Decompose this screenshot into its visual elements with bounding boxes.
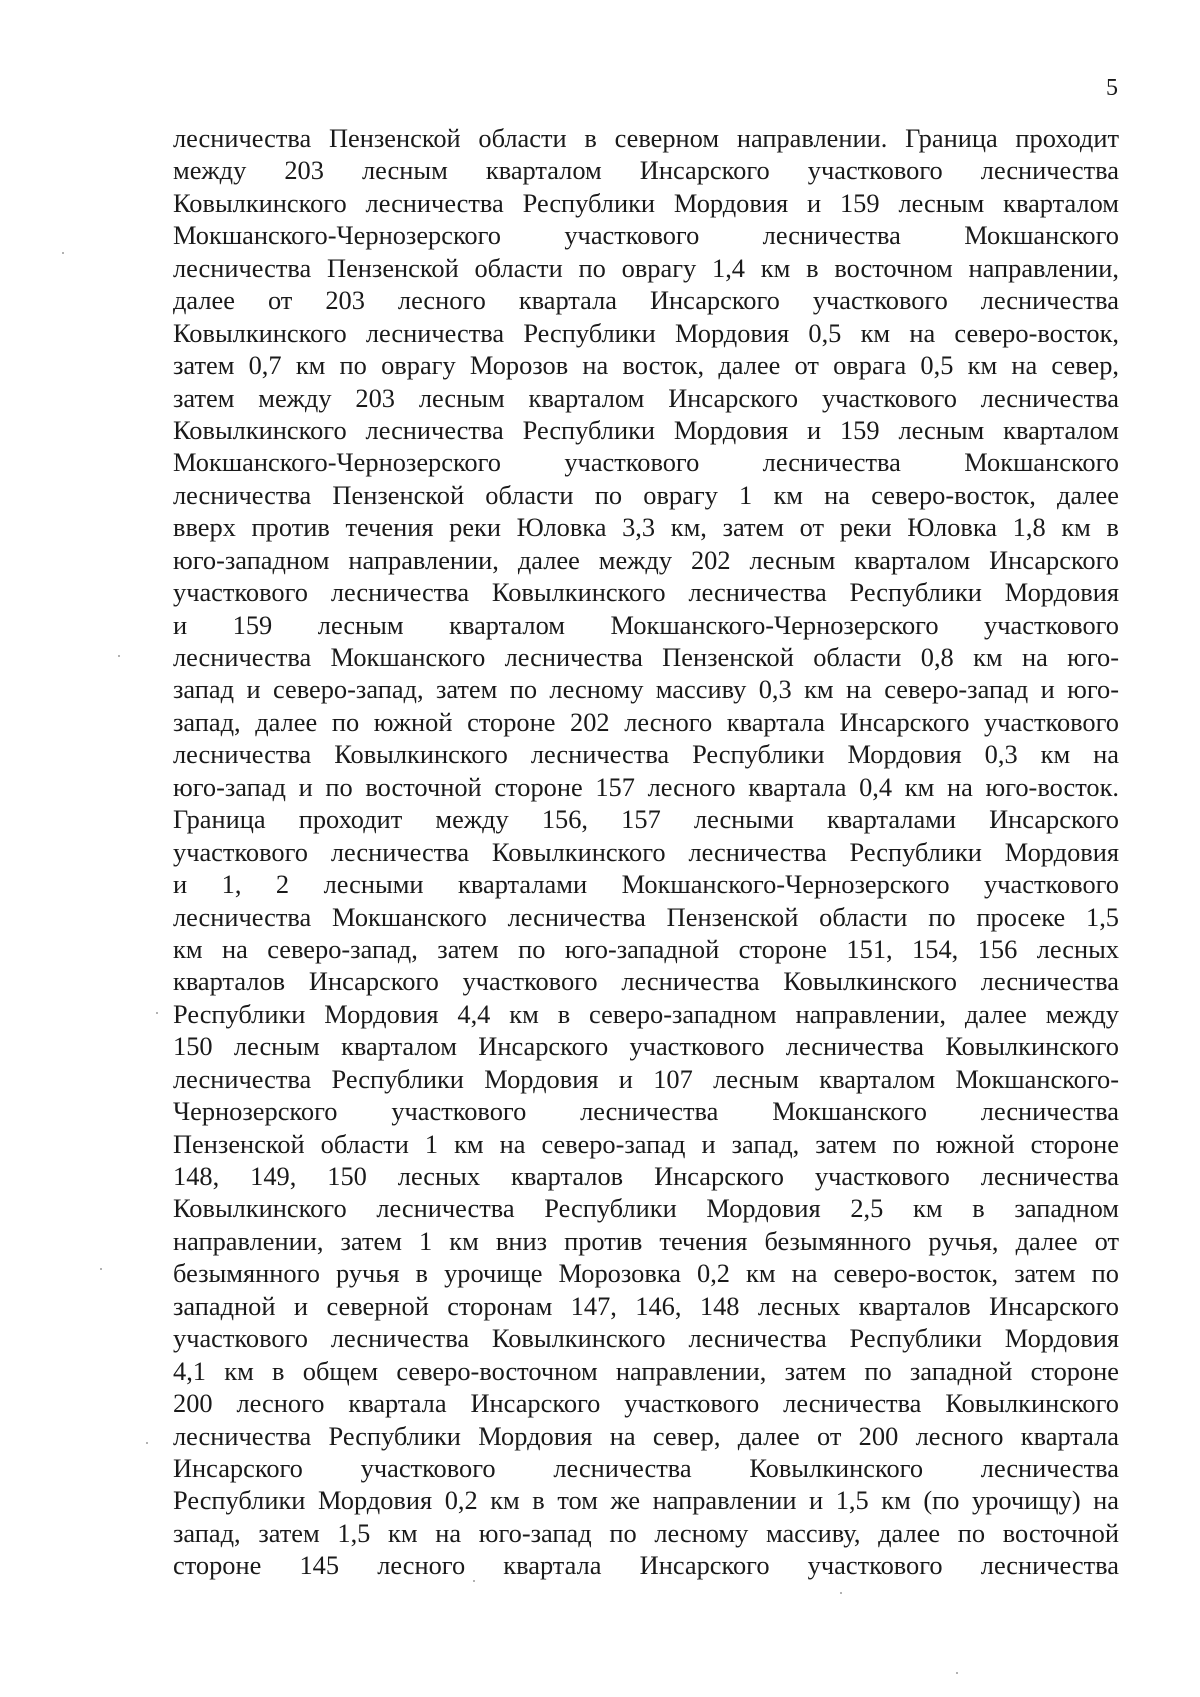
- scan-speck: [118, 655, 120, 657]
- scan-speck: [156, 1012, 158, 1014]
- text-line: стороне 145 лесного квартала Инсарского участкового лесничества: [173, 1550, 1119, 1581]
- text-line: запад и северо-запад, затем по лесному массиву 0,3 км на северо-запад и юго-: [173, 674, 1119, 705]
- text-line: лесничества Пензенской области по оврагу 1,4 км в восточном направлении,: [173, 252, 1119, 283]
- text-line: Ковылкинского лесничества Республики Мордовия и 159 лесным кварталом: [173, 187, 1119, 218]
- text-line: Пензенской области 1 км на северо-запад и запад, затем по южной стороне: [173, 1128, 1119, 1159]
- text-line: Мокшанского-Чернозерского участкового лесничества Мокшанского: [173, 447, 1119, 478]
- text-line: лесничества Пензенской области по оврагу 1 км на северо-восток, далее: [173, 479, 1119, 510]
- body-text: [173, 122, 1119, 1582]
- text-line: лесничества Мокшанского лесничества Пензенской области по просеке 1,5: [173, 901, 1119, 932]
- text-line: кварталов Инсарского участкового лесничества Ковылкинского лесничества: [173, 966, 1119, 997]
- text-line: Граница проходит между 156, 157 лесными кварталами Инсарского: [173, 804, 1119, 835]
- text-line: Мокшанского-Чернозерского участкового лесничества Мокшанского: [173, 220, 1119, 251]
- text-line: участкового лесничества Ковылкинского лесничества Республики Мордовия: [173, 577, 1119, 608]
- scan-speck: [473, 1580, 475, 1582]
- text-line: 200 лесного квартала Инсарского участкового лесничества Ковылкинского: [173, 1388, 1119, 1419]
- text-line: вверх против течения реки Юловка 3,3 км, затем от реки Юловка 1,8 км в: [173, 512, 1119, 543]
- text-line: Республики Мордовия 4,4 км в северо-западном направлении, далее между: [173, 998, 1119, 1029]
- text-line: юго-западном направлении, далее между 202 лесным кварталом Инсарского: [173, 544, 1119, 575]
- scan-speck: [956, 1672, 958, 1674]
- scan-speck: [840, 1592, 842, 1594]
- text-line: далее от 203 лесного квартала Инсарского участкового лесничества: [173, 285, 1119, 316]
- text-line: лесничества Республики Мордовия и 107 лесным кварталом Мокшанского-: [173, 1063, 1119, 1094]
- text-line: Ковылкинского лесничества Республики Мордовия и 159 лесным кварталом: [173, 414, 1119, 445]
- text-line: затем между 203 лесным кварталом Инсарского участкового лесничества: [173, 382, 1119, 413]
- page-number: 5: [1106, 75, 1118, 101]
- text-line: запад, затем 1,5 км на юго-запад по лесному массиву, далее по восточной: [173, 1517, 1119, 1548]
- text-line: лесничества Пензенской области в северном направлении. Граница проходит: [173, 123, 1119, 153]
- text-line: и 159 лесным кварталом Мокшанского-Чернозерского участкового: [173, 609, 1119, 640]
- text-line: юго-запад и по восточной стороне 157 лесного квартала 0,4 км на юго-восток.: [173, 771, 1119, 802]
- text-line: запад, далее по южной стороне 202 лесного квартала Инсарского участкового: [173, 706, 1119, 737]
- text-line: и 1, 2 лесными кварталами Мокшанского-Чернозерского участкового: [173, 869, 1119, 900]
- text-line: затем 0,7 км по оврагу Морозов на восток, далее от оврага 0,5 км на север,: [173, 350, 1119, 381]
- text-line: лесничества Ковылкинского лесничества Республики Мордовия 0,3 км на: [173, 739, 1119, 770]
- scan-speck: [146, 1442, 148, 1444]
- text-line: Республики Мордовия 0,2 км в том же направлении и 1,5 км (по урочищу) на: [173, 1485, 1119, 1516]
- scan-speck: [100, 1268, 102, 1270]
- text-line: 148, 149, 150 лесных кварталов Инсарского участкового лесничества: [173, 1161, 1119, 1191]
- text-line: 4,1 км в общем северо-восточном направлении, затем по западной стороне: [173, 1355, 1119, 1386]
- text-line: лесничества Республики Мордовия на север, далее от 200 лесного квартала: [173, 1420, 1119, 1451]
- text-line: участкового лесничества Ковылкинского лесничества Республики Мордовия: [173, 1323, 1119, 1354]
- text-line: между 203 лесным кварталом Инсарского участкового лесничества: [173, 155, 1119, 186]
- text-line: Инсарского участкового лесничества Ковылкинского лесничества: [173, 1452, 1119, 1483]
- text-line: км на северо-запад, затем по юго-западной стороне 151, 154, 156 лесных: [173, 933, 1119, 964]
- text-line: Ковылкинского лесничества Республики Мордовия 2,5 км в западном: [173, 1193, 1119, 1224]
- text-line: лесничества Мокшанского лесничества Пензенской области 0,8 км на юго-: [173, 642, 1119, 672]
- scan-speck: [62, 252, 64, 254]
- text-line: Чернозерского участкового лесничества Мокшанского лесничества: [173, 1096, 1119, 1127]
- text-line: безымянного ручья в урочище Морозовка 0,2 км на северо-восток, затем по: [173, 1258, 1119, 1289]
- text-line: 150 лесным кварталом Инсарского участкового лесничества Ковылкинского: [173, 1031, 1119, 1062]
- text-line: участкового лесничества Ковылкинского лесничества Республики Мордовия: [173, 836, 1119, 867]
- text-line: Ковылкинского лесничества Республики Мордовия 0,5 км на северо-восток,: [173, 317, 1119, 348]
- text-line: направлении, затем 1 км вниз против течения безымянного ручья, далее от: [173, 1225, 1119, 1256]
- text-line: западной и северной сторонам 147, 146, 148 лесных кварталов Инсарского: [173, 1290, 1119, 1321]
